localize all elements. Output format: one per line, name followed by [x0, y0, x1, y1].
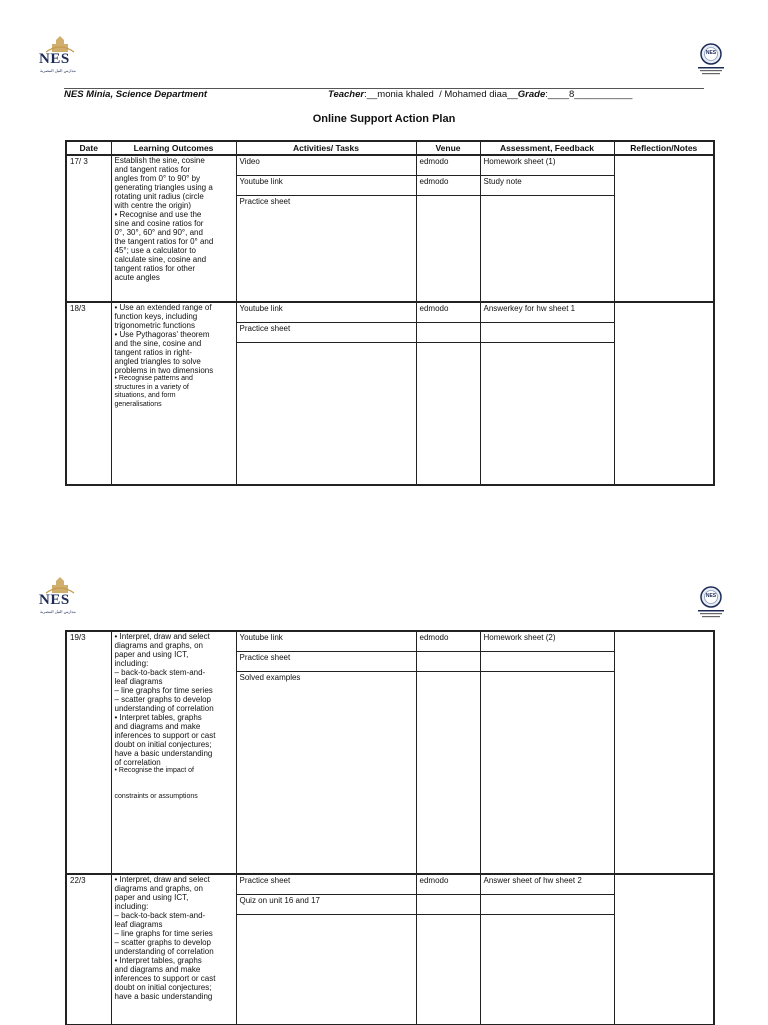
venue-cell: edmodo — [416, 175, 480, 195]
reflection-cell — [614, 631, 714, 874]
task-cell: Practice sheet — [236, 874, 416, 894]
column-header-venue: Venue — [416, 141, 480, 155]
task-cell: Practice sheet — [236, 322, 416, 342]
outcomes-text: • Use an extended range of function keys, including trigonometric functions • Use Pythagoras' theorem and the sine, cosine and tangent ratios in right- angled triangles to solve problems in two dimensions — [114, 303, 214, 375]
outcomes-cell — [111, 874, 236, 1024]
venue-cell — [416, 914, 480, 1024]
task-cell: Practice sheet — [236, 195, 416, 302]
logo-text: NES — [39, 592, 70, 608]
assessment-cell: Homework sheet (2) — [480, 631, 614, 651]
table-header-row — [66, 141, 714, 155]
outcomes-cell — [111, 155, 236, 302]
date-cell: 17/ 3 — [66, 155, 111, 302]
nes-badge-icon — [694, 42, 728, 78]
outcomes-text: Establish the sine, cosine and tangent ratios for angles from 0° to 90° by generating triangles using a rotating unit radius (circle with centre the origin) • Recognise and use the sine and cosine ratios for 0°, 30°, 60° and 90°, and the tangent ratios for 0° and 45°; use a calculator to calculate sine, cosine and tangent ratios for other acute angles — [114, 156, 214, 282]
task-cell: Practice sheet — [236, 651, 416, 671]
venue-cell — [416, 342, 480, 485]
badge-text: NES — [705, 50, 717, 56]
teacher-value: :__monia khaled / Mohamed diaa__ — [364, 89, 518, 100]
column-header-reflection: Reflection/Notes — [614, 141, 714, 155]
teacher-info — [328, 89, 632, 100]
grade-value: :____8___________ — [545, 89, 633, 100]
department-label: NES Minia, Science Department — [64, 89, 208, 100]
task-cell: Youtube link — [236, 175, 416, 195]
assessment-cell — [480, 322, 614, 342]
venue-cell — [416, 322, 480, 342]
assessment-cell: Answerkey for hw sheet 1 — [480, 302, 614, 322]
nes-international-logo — [694, 585, 728, 621]
column-header-assessment: Assessment, Feedback — [480, 141, 614, 155]
date-cell: 18/3 — [66, 302, 111, 485]
column-header-date: Date — [66, 141, 111, 155]
outcomes-note: • Recognise patterns and structures in a variety of situations, and form generalisations — [114, 375, 193, 408]
nes-international-logo — [694, 42, 728, 78]
column-header-activities: Activities/ Tasks — [236, 141, 416, 155]
column-header-outcomes: Learning Outcomes — [111, 141, 236, 155]
outcomes-cell — [111, 302, 236, 485]
table-row — [66, 631, 714, 651]
reflection-cell — [614, 874, 714, 1024]
teacher-label: Teacher — [328, 89, 365, 100]
task-cell: Quiz on unit 16 and 17 — [236, 894, 416, 914]
assessment-cell — [480, 894, 614, 914]
task-cell: Video — [236, 155, 416, 175]
assessment-cell — [480, 671, 614, 874]
outcomes-cell — [111, 631, 236, 874]
reflection-cell — [614, 155, 714, 302]
assessment-cell: Study note — [480, 175, 614, 195]
assessment-cell — [480, 914, 614, 1024]
task-cell — [236, 342, 416, 485]
date-cell: 22/3 — [66, 874, 111, 1024]
nes-logo — [38, 575, 82, 619]
task-cell: Youtube link — [236, 631, 416, 651]
date-cell: 19/3 — [66, 631, 111, 874]
table-row — [66, 874, 714, 894]
action-plan-table-continued — [65, 630, 715, 1025]
outcomes-note: • Recognise the impact of constraints or assumptions — [114, 767, 198, 800]
venue-cell: edmodo — [416, 874, 480, 894]
outcomes-text: • Interpret, draw and select diagrams and graphs, on paper and using ICT, including: – back-to-back stem-and- leaf diagrams – line graphs for time series – scatter graphs to develop understanding of correlation • Interpret tables, graphs and diagrams and make inferences to support or cast doubt on initial conjectures; have a basic understanding — [114, 875, 216, 1001]
nes-logo — [38, 34, 82, 78]
assessment-cell: Answer sheet of hw sheet 2 — [480, 874, 614, 894]
logo-subtext: مدارس النيل المصرية — [40, 68, 76, 73]
outcomes-text: • Interpret, draw and select diagrams and graphs, on paper and using ICT, including: – back-to-back stem-and- leaf diagrams – line graphs for time series – scatter graphs to develop understanding of correlation • Interpret tables, graphs and diagrams and make inferences to support or cast doubt on initial conjectures; have a basic understanding of correlation — [114, 632, 216, 767]
assessment-cell — [480, 195, 614, 302]
venue-cell: edmodo — [416, 302, 480, 322]
badge-text: NES — [705, 593, 717, 599]
nes-badge-icon — [694, 585, 728, 621]
grade-label: Grade — [517, 89, 546, 100]
venue-cell: edmodo — [416, 631, 480, 651]
assessment-cell: Homework sheet (1) — [480, 155, 614, 175]
venue-cell — [416, 651, 480, 671]
action-plan-table — [65, 140, 715, 486]
task-cell: Solved examples — [236, 671, 416, 874]
task-cell: Youtube link — [236, 302, 416, 322]
venue-cell: edmodo — [416, 155, 480, 175]
assessment-cell — [480, 342, 614, 485]
reflection-cell — [614, 302, 714, 485]
venue-cell — [416, 671, 480, 874]
assessment-cell — [480, 651, 614, 671]
venue-cell — [416, 195, 480, 302]
logo-text: NES — [39, 51, 70, 67]
venue-cell — [416, 894, 480, 914]
page-title: Online Support Action Plan — [312, 113, 456, 125]
logo-subtext: مدارس النيل المصرية — [40, 609, 76, 614]
table-row — [66, 302, 714, 322]
table-row — [66, 155, 714, 175]
task-cell — [236, 914, 416, 1024]
